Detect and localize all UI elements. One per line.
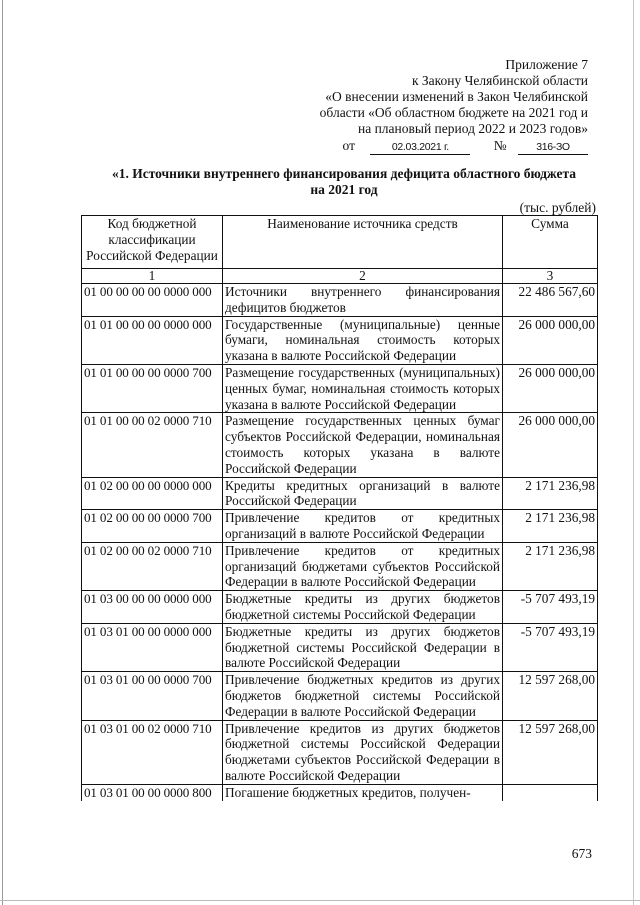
row-code: 01 03 01 00 00 0000 000 xyxy=(82,623,223,671)
table-row xyxy=(82,316,598,364)
row-sum: 2 171 236,98 xyxy=(503,542,598,590)
row-code: 01 03 01 00 00 0000 700 xyxy=(82,672,223,720)
table-row xyxy=(82,542,598,590)
header-code: Код бюджетной классификации Российской Федерации xyxy=(82,216,223,269)
row-sum: 2 171 236,98 xyxy=(503,477,598,510)
row-sum: 26 000 000,00 xyxy=(503,413,598,477)
row-name: Привлечение бюджетных кредитов из других бюджетов бюджетной системы Российской Федерации в валюте Российской Федерации xyxy=(223,672,503,720)
row-sum: 26 000 000,00 xyxy=(503,364,598,412)
scan-edge-left xyxy=(2,0,3,905)
row-code: 01 03 00 00 00 0000 000 xyxy=(82,591,223,624)
table-header-row xyxy=(82,216,598,269)
row-name: Погашение бюджетных кредитов, получен- xyxy=(223,784,503,800)
row-code: 01 02 00 00 00 0000 000 xyxy=(82,477,223,510)
table-row xyxy=(82,623,598,671)
row-sum: 2 171 236,98 xyxy=(503,510,598,543)
column-number: 1 xyxy=(82,269,223,284)
row-name: Кредиты кредитных организаций в валюте Российской Федерации xyxy=(223,477,503,510)
row-name: Размещение государственных ценных бумаг субъектов Российской Федерации, номинальная стоимость которых указана в валюте Российской Федерации xyxy=(223,413,503,477)
row-name: Бюджетные кредиты из других бюджетов бюджетной системы Российской Федерации xyxy=(223,591,503,624)
row-name: Государственные (муниципальные) ценные бумаги, номинальная стоимость которых указана в валюте Российской Федерации xyxy=(223,316,503,364)
row-name: Бюджетные кредиты из других бюджетов бюджетной системы Российской Федерации в валюте Российской Федерации xyxy=(223,623,503,671)
table-row xyxy=(82,672,598,720)
section-title-line-1: «1. Источники внутреннего финансирования дефицита областного бюджета xyxy=(111,166,577,181)
column-number-row xyxy=(82,269,598,284)
from-label: от xyxy=(342,138,355,153)
row-code: 01 03 01 00 02 0000 710 xyxy=(82,720,223,784)
row-sum: 12 597 268,00 xyxy=(503,672,598,720)
scan-edge-right xyxy=(633,0,634,905)
row-code: 01 00 00 00 00 0000 000 xyxy=(82,284,223,317)
section-title-line-2: на 2021 год xyxy=(310,182,378,197)
table-row xyxy=(82,413,598,477)
header-sum: Сумма xyxy=(503,216,598,269)
row-code: 01 01 00 00 02 0000 710 xyxy=(82,413,223,477)
row-name: Привлечение кредитов от кредитных организаций в валюте Российской Федерации xyxy=(223,510,503,543)
row-sum: 12 597 268,00 xyxy=(503,720,598,784)
number-value: 316-ЗО xyxy=(536,141,570,153)
row-sum: -5 707 493,19 xyxy=(503,623,598,671)
financing-sources-table xyxy=(81,215,598,801)
appendix-signature-line xyxy=(320,138,588,155)
row-code: 01 02 00 00 02 0000 710 xyxy=(82,542,223,590)
table-row xyxy=(82,591,598,624)
appendix-line-2: к Закону Челябинской области xyxy=(411,73,588,88)
table-row xyxy=(82,364,598,412)
row-code: 01 01 00 00 00 0000 700 xyxy=(82,364,223,412)
row-sum: 26 000 000,00 xyxy=(503,316,598,364)
row-name: Привлечение кредитов от кредитных организаций бюджетами субъектов Российской Федерации в валюте Российской Федерации xyxy=(223,542,503,590)
row-sum: -5 707 493,19 xyxy=(503,591,598,624)
section-title xyxy=(84,166,604,198)
table-row xyxy=(82,284,598,317)
header-name: Наименование источника средств xyxy=(223,216,503,269)
row-code: 01 02 00 00 00 0000 700 xyxy=(82,510,223,543)
date-field xyxy=(370,139,470,155)
row-name: Привлечение кредитов из других бюджетов бюджетной системы Российской Федерации бюджетами субъектов Российской Федерации в валюте Российской Федерации xyxy=(223,720,503,784)
table-row xyxy=(82,720,598,784)
table-row xyxy=(82,477,598,510)
appendix-line-5: на плановый период 2022 и 2023 годов» xyxy=(357,121,588,136)
number-label: № xyxy=(493,138,507,153)
date-value: 02.03.2021 г. xyxy=(391,141,449,153)
scan-edge-bottom xyxy=(0,900,640,901)
row-code: 01 03 01 00 00 0000 800 xyxy=(82,784,223,800)
appendix-header xyxy=(320,57,588,155)
row-name: Источники внутреннего финансирования дефицитов бюджетов xyxy=(223,284,503,317)
row-name: Размещение государственных (муниципальных) ценных бумаг, номинальная стоимость которых указана в валюте Российской Федерации xyxy=(223,364,503,412)
table-row xyxy=(82,510,598,543)
table-row xyxy=(82,784,598,800)
units-label: (тыс. рублей) xyxy=(519,200,596,215)
appendix-line-4: области «Об областном бюджете на 2021 год и xyxy=(319,105,588,120)
column-number: 3 xyxy=(503,269,598,284)
column-number: 2 xyxy=(223,269,503,284)
appendix-line-1: Приложение 7 xyxy=(505,57,588,72)
page-number: 673 xyxy=(571,846,592,861)
row-sum xyxy=(503,784,598,800)
number-field xyxy=(518,139,588,155)
row-sum: 22 486 567,60 xyxy=(503,284,598,317)
row-code: 01 01 00 00 00 0000 000 xyxy=(82,316,223,364)
appendix-line-3: «О внесении изменений в Закон Челябинской xyxy=(325,89,588,104)
